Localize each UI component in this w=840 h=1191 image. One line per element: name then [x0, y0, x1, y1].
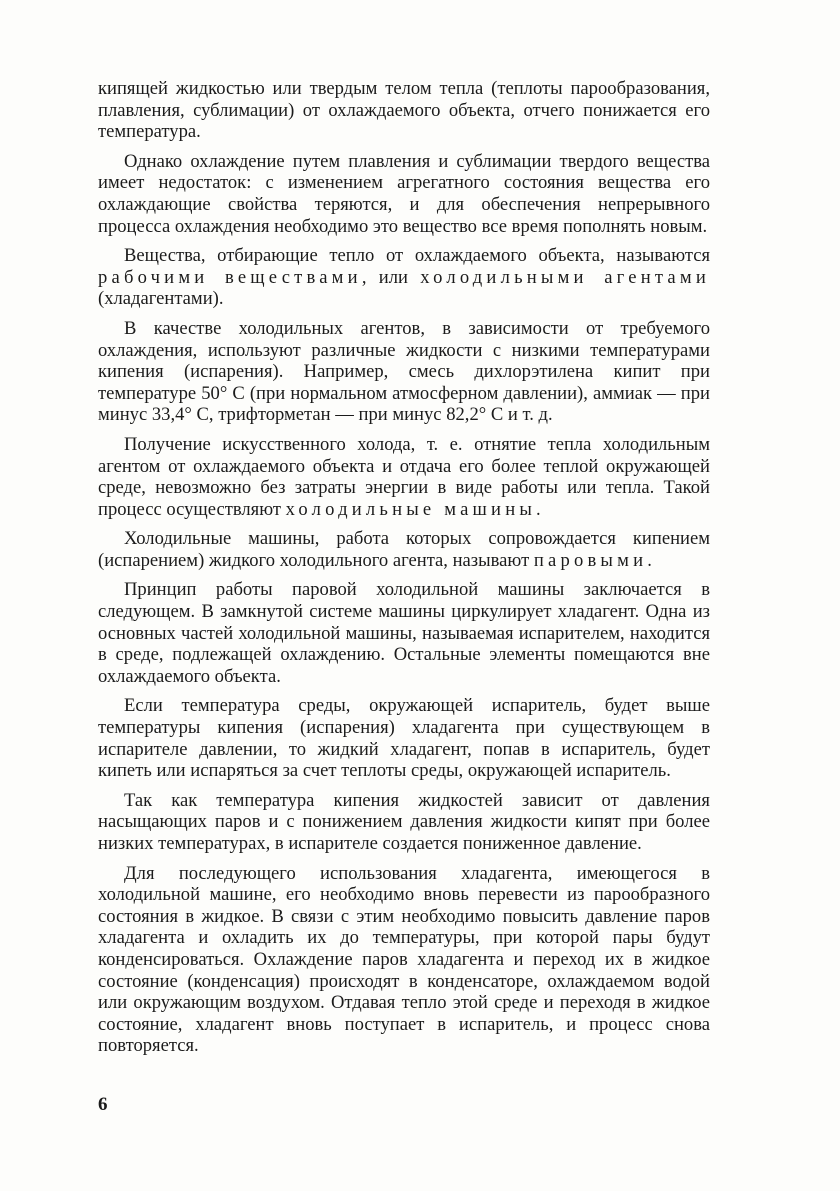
- body-text: [98, 78, 710, 1065]
- paragraph-3-text-e: (хладагентами).: [98, 288, 224, 310]
- paragraph-6: [98, 528, 710, 571]
- paragraph-3-text-c: , или: [361, 266, 421, 288]
- paragraph-10: Для последующего использования хладагента, имеющегося в холодильной машине, его необходимо вновь перевести из парообразного состояния в жидкое. В связи с этим необходимо повысить давление паров хладагента и охладить их до температуры, при которой пары будут конденсироваться. Охлаждение паров хладагента и переход их в жидкое состояние (конденсация) происходят в конденсаторе, охлаждаемом водой или окружающим воздухом. Отдавая тепло этой среде и переходя в жидкое состояние, хладагент вновь поступает в испаритель, и процесс снова повторяется.: [98, 862, 710, 1057]
- term-working-substances: рабочими веществами: [98, 266, 362, 288]
- term-refrigerating-agents: холодильными агентами: [420, 266, 710, 288]
- paragraph-2: Однако охлаждение путем плавления и сублимации твердого вещества имеет недостаток: с изменением агрегатного состояния вещества его охлаждающие свойства теряются, и для обеспечения непрерывного процесса охлаждения необходимо это вещество все время пополнять новым.: [98, 150, 710, 237]
- paragraph-5-text-c: .: [536, 498, 541, 520]
- paragraph-5-text-a: Получение искусственного холода, т. е. отнятие тепла холодильным агентом от охлаждаемого объекта и отдача его более теплой окружающей среде, невозможно без затраты энергии в виде работы или тепла. Такой процесс осуществляют: [98, 433, 710, 520]
- paragraph-8: Если температура среды, окружающей испаритель, будет выше температуры кипения (испарения) хладагента при существующем в испарителе давлении, то жидкий хладагент, попав в испаритель, будет кипеть или испаряться за счет теплоты среды, окружающей испаритель.: [98, 695, 710, 782]
- paragraph-4: В качестве холодильных агентов, в зависимости от требуемого охлаждения, используют различные жидкости с низкими температурами кипения (испарения). Например, смесь дихлорэтилена кипит при температуре 50° С (при нормальном атмосферном давлении), аммиак — при минус 33,4° С, трифторметан — при минус 82,2° С и т. д.: [98, 317, 710, 426]
- paragraph-7: Принцип работы паровой холодильной машины заключается в следующем. В замкнутой системе машины циркулирует хладагент. Одна из основных частей холодильной машины, называемая испарителем, находится в среде, подлежащей охлаждению. Остальные элементы помещаются вне охлаждаемого объекта.: [98, 579, 710, 687]
- page-number: 6: [98, 1094, 108, 1115]
- paragraph-6-text-c: .: [647, 549, 652, 571]
- paragraph-9: Так как температура кипения жидкостей зависит от давления насыщающих паров и с понижением давления жидкости кипят при более низких температурах, в испарителе создается пониженное давление.: [98, 789, 710, 854]
- paragraph-3-text-a: Вещества, отбирающие тепло от охлаждаемого объекта, называются: [124, 245, 710, 267]
- paragraph-3: [98, 245, 710, 310]
- term-vapor: паровыми: [533, 549, 648, 571]
- paragraph-6-text-a: Холодильные машины, работа которых сопровождается кипением (испарением) жидкого холодильного агента, называют: [98, 528, 710, 571]
- paragraph-5: [98, 434, 710, 520]
- term-refrigerating-machines: холодильные машины: [285, 498, 537, 520]
- paragraph-1: кипящей жидкостью или твердым телом тепла (теплоты парообразования, плавления, сублимации) от охлаждаемого объекта, отчего понижается его температура.: [98, 78, 710, 143]
